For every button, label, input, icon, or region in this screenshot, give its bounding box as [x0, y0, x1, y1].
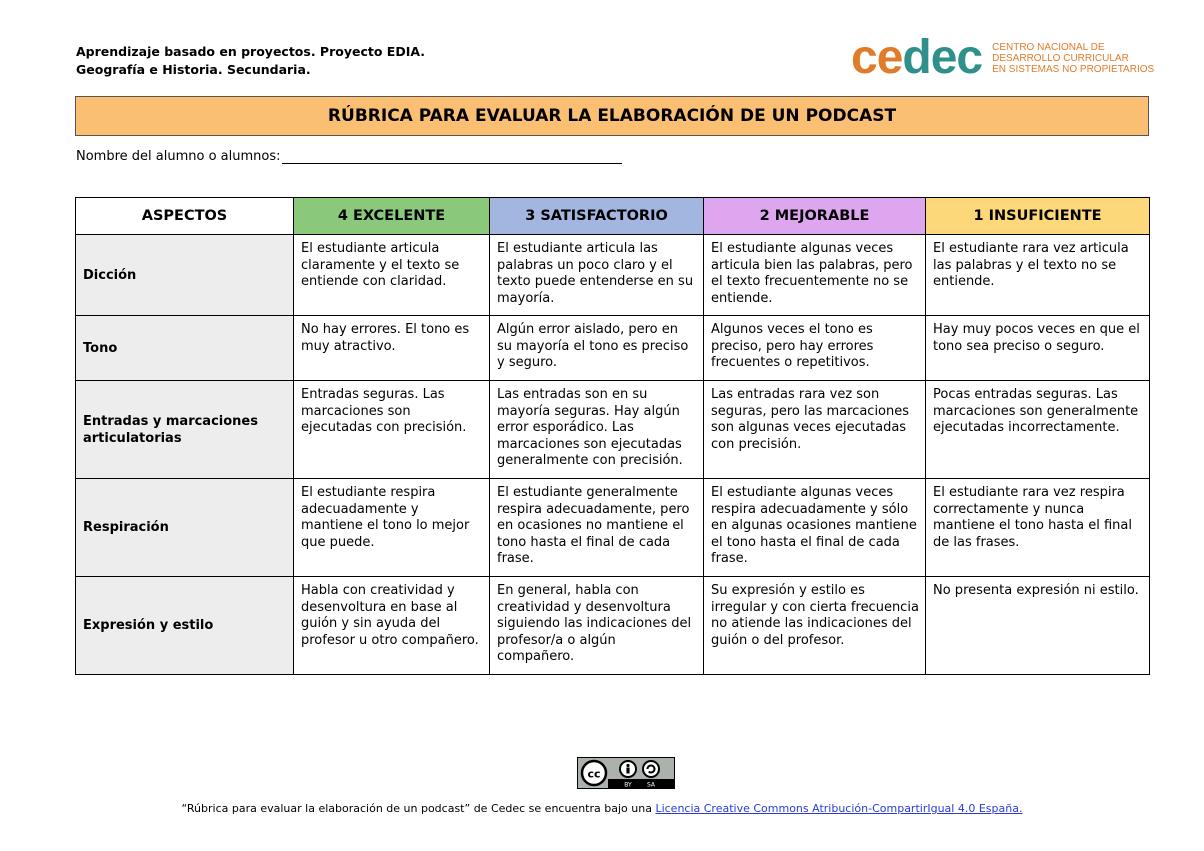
rubric-title: RÚBRICA PARA EVALUAR LA ELABORACIÓN DE UN PODCAST [75, 96, 1149, 136]
table-row [76, 577, 1150, 675]
criteria-cell: El estudiante rara vez respira correctamente y nunca mantiene el tono hasta el final de las frases. [926, 479, 1150, 577]
cc-license-badge[interactable] [577, 757, 675, 789]
aspect-cell: Respiración [76, 479, 294, 577]
license-link[interactable]: Licencia Creative Commons Atribución-CompartirIgual 4.0 España. [655, 802, 1023, 815]
cedec-logo [851, 31, 1155, 84]
logo-sub-line3: EN SISTEMAS NO PROPIETARIOS [992, 63, 1155, 75]
document-header [76, 43, 425, 79]
criteria-cell: Las entradas son en su mayoría seguras. Hay algún error esporádico. Las marcaciones son ejecutadas generalmente con precisión. [490, 381, 704, 479]
criteria-cell: El estudiante respira adecuadamente y mantiene el tono lo mejor que puede. [294, 479, 490, 577]
criteria-cell: Hay muy pocos veces en que el tono sea preciso o seguro. [926, 316, 1150, 381]
aspect-cell: Entradas y marcaciones articulatorias [76, 381, 294, 479]
cedec-logo-word [851, 31, 983, 84]
criteria-cell: Las entradas rara vez son seguras, pero las marcaciones son algunas veces ejecutadas con precisión. [704, 381, 926, 479]
header-excelente: 4 EXCELENTE [294, 198, 490, 235]
rubric-table [75, 197, 1150, 675]
logo-sub-line2: DESARROLLO CURRICULAR [992, 52, 1129, 64]
header-satisfactorio: 3 SATISFACTORIO [490, 198, 704, 235]
license-footer [0, 802, 1204, 815]
student-name-blank[interactable] [282, 149, 622, 164]
criteria-cell: Su expresión y estilo es irregular y con cierta frecuencia no atiende las indicaciones del guión o del profesor. [704, 577, 926, 675]
criteria-cell: El estudiante articula claramente y el texto se entiende con claridad. [294, 235, 490, 316]
criteria-cell: No hay errores. El tono es muy atractivo. [294, 316, 490, 381]
badge-sa-label: SA [646, 781, 656, 788]
header-mejorable: 2 MEJORABLE [704, 198, 926, 235]
criteria-cell: En general, habla con creatividad y desenvoltura siguiendo las indicaciones del profesor/a o algún compañero. [490, 577, 704, 675]
criteria-cell: Pocas entradas seguras. Las marcaciones son generalmente ejecutadas incorrectamente. [926, 381, 1150, 479]
aspect-cell: Tono [76, 316, 294, 381]
header-line-project: Aprendizaje basado en proyectos. Proyecto EDIA. [76, 44, 426, 59]
criteria-cell: Algunos veces el tono es preciso, pero hay errores frecuentes o repetitivos. [704, 316, 926, 381]
svg-text:cc: cc [587, 767, 601, 781]
criteria-cell: El estudiante algunas veces respira adecuadamente y sólo en algunas ocasiones mantiene el tono hasta el final de cada frase. [704, 479, 926, 577]
header-aspectos: ASPECTOS [76, 198, 294, 235]
criteria-cell: Algún error aislado, pero en su mayoría el tono es preciso y seguro. [490, 316, 704, 381]
logo-word-part1: ce [851, 31, 903, 84]
criteria-cell: El estudiante rara vez articula las palabras y el texto no se entiende. [926, 235, 1150, 316]
criteria-cell: Habla con creatividad y desenvoltura en base al guión y sin ayuda del profesor u otro compañero. [294, 577, 490, 675]
criteria-cell: Entradas seguras. Las marcaciones son ejecutadas con precisión. [294, 381, 490, 479]
criteria-cell: No presenta expresión ni estilo. [926, 577, 1150, 675]
cedec-logo-subtitle [992, 42, 1154, 75]
license-text: “Rúbrica para evaluar la elaboración de un podcast” de Cedec se encuentra bajo una [181, 802, 656, 815]
student-name-line [76, 149, 622, 164]
cc-by-sa-icon [578, 758, 674, 788]
table-row [76, 479, 1150, 577]
student-name-label: Nombre del alumno o alumnos: [76, 149, 281, 164]
table-row [76, 235, 1150, 316]
table-row [76, 316, 1150, 381]
logo-word-part2: dec [902, 31, 983, 84]
logo-sub-line1: CENTRO NACIONAL DE [992, 41, 1105, 53]
header-insuficiente: 1 INSUFICIENTE [926, 198, 1150, 235]
criteria-cell: El estudiante articula las palabras un poco claro y el texto puede entenderse en su mayoría. [490, 235, 704, 316]
header-line-subject: Geografía e Historia. Secundaria. [76, 62, 311, 77]
table-header-row [76, 198, 1150, 235]
aspect-cell: Dicción [76, 235, 294, 316]
criteria-cell: El estudiante algunas veces articula bien las palabras, pero el texto frecuentemente no se entiende. [704, 235, 926, 316]
badge-by-label: BY [624, 781, 632, 788]
aspect-cell: Expresión y estilo [76, 577, 294, 675]
table-row [76, 381, 1150, 479]
criteria-cell: El estudiante generalmente respira adecuadamente, pero en ocasiones no mantiene el tono hasta el final de cada frase. [490, 479, 704, 577]
